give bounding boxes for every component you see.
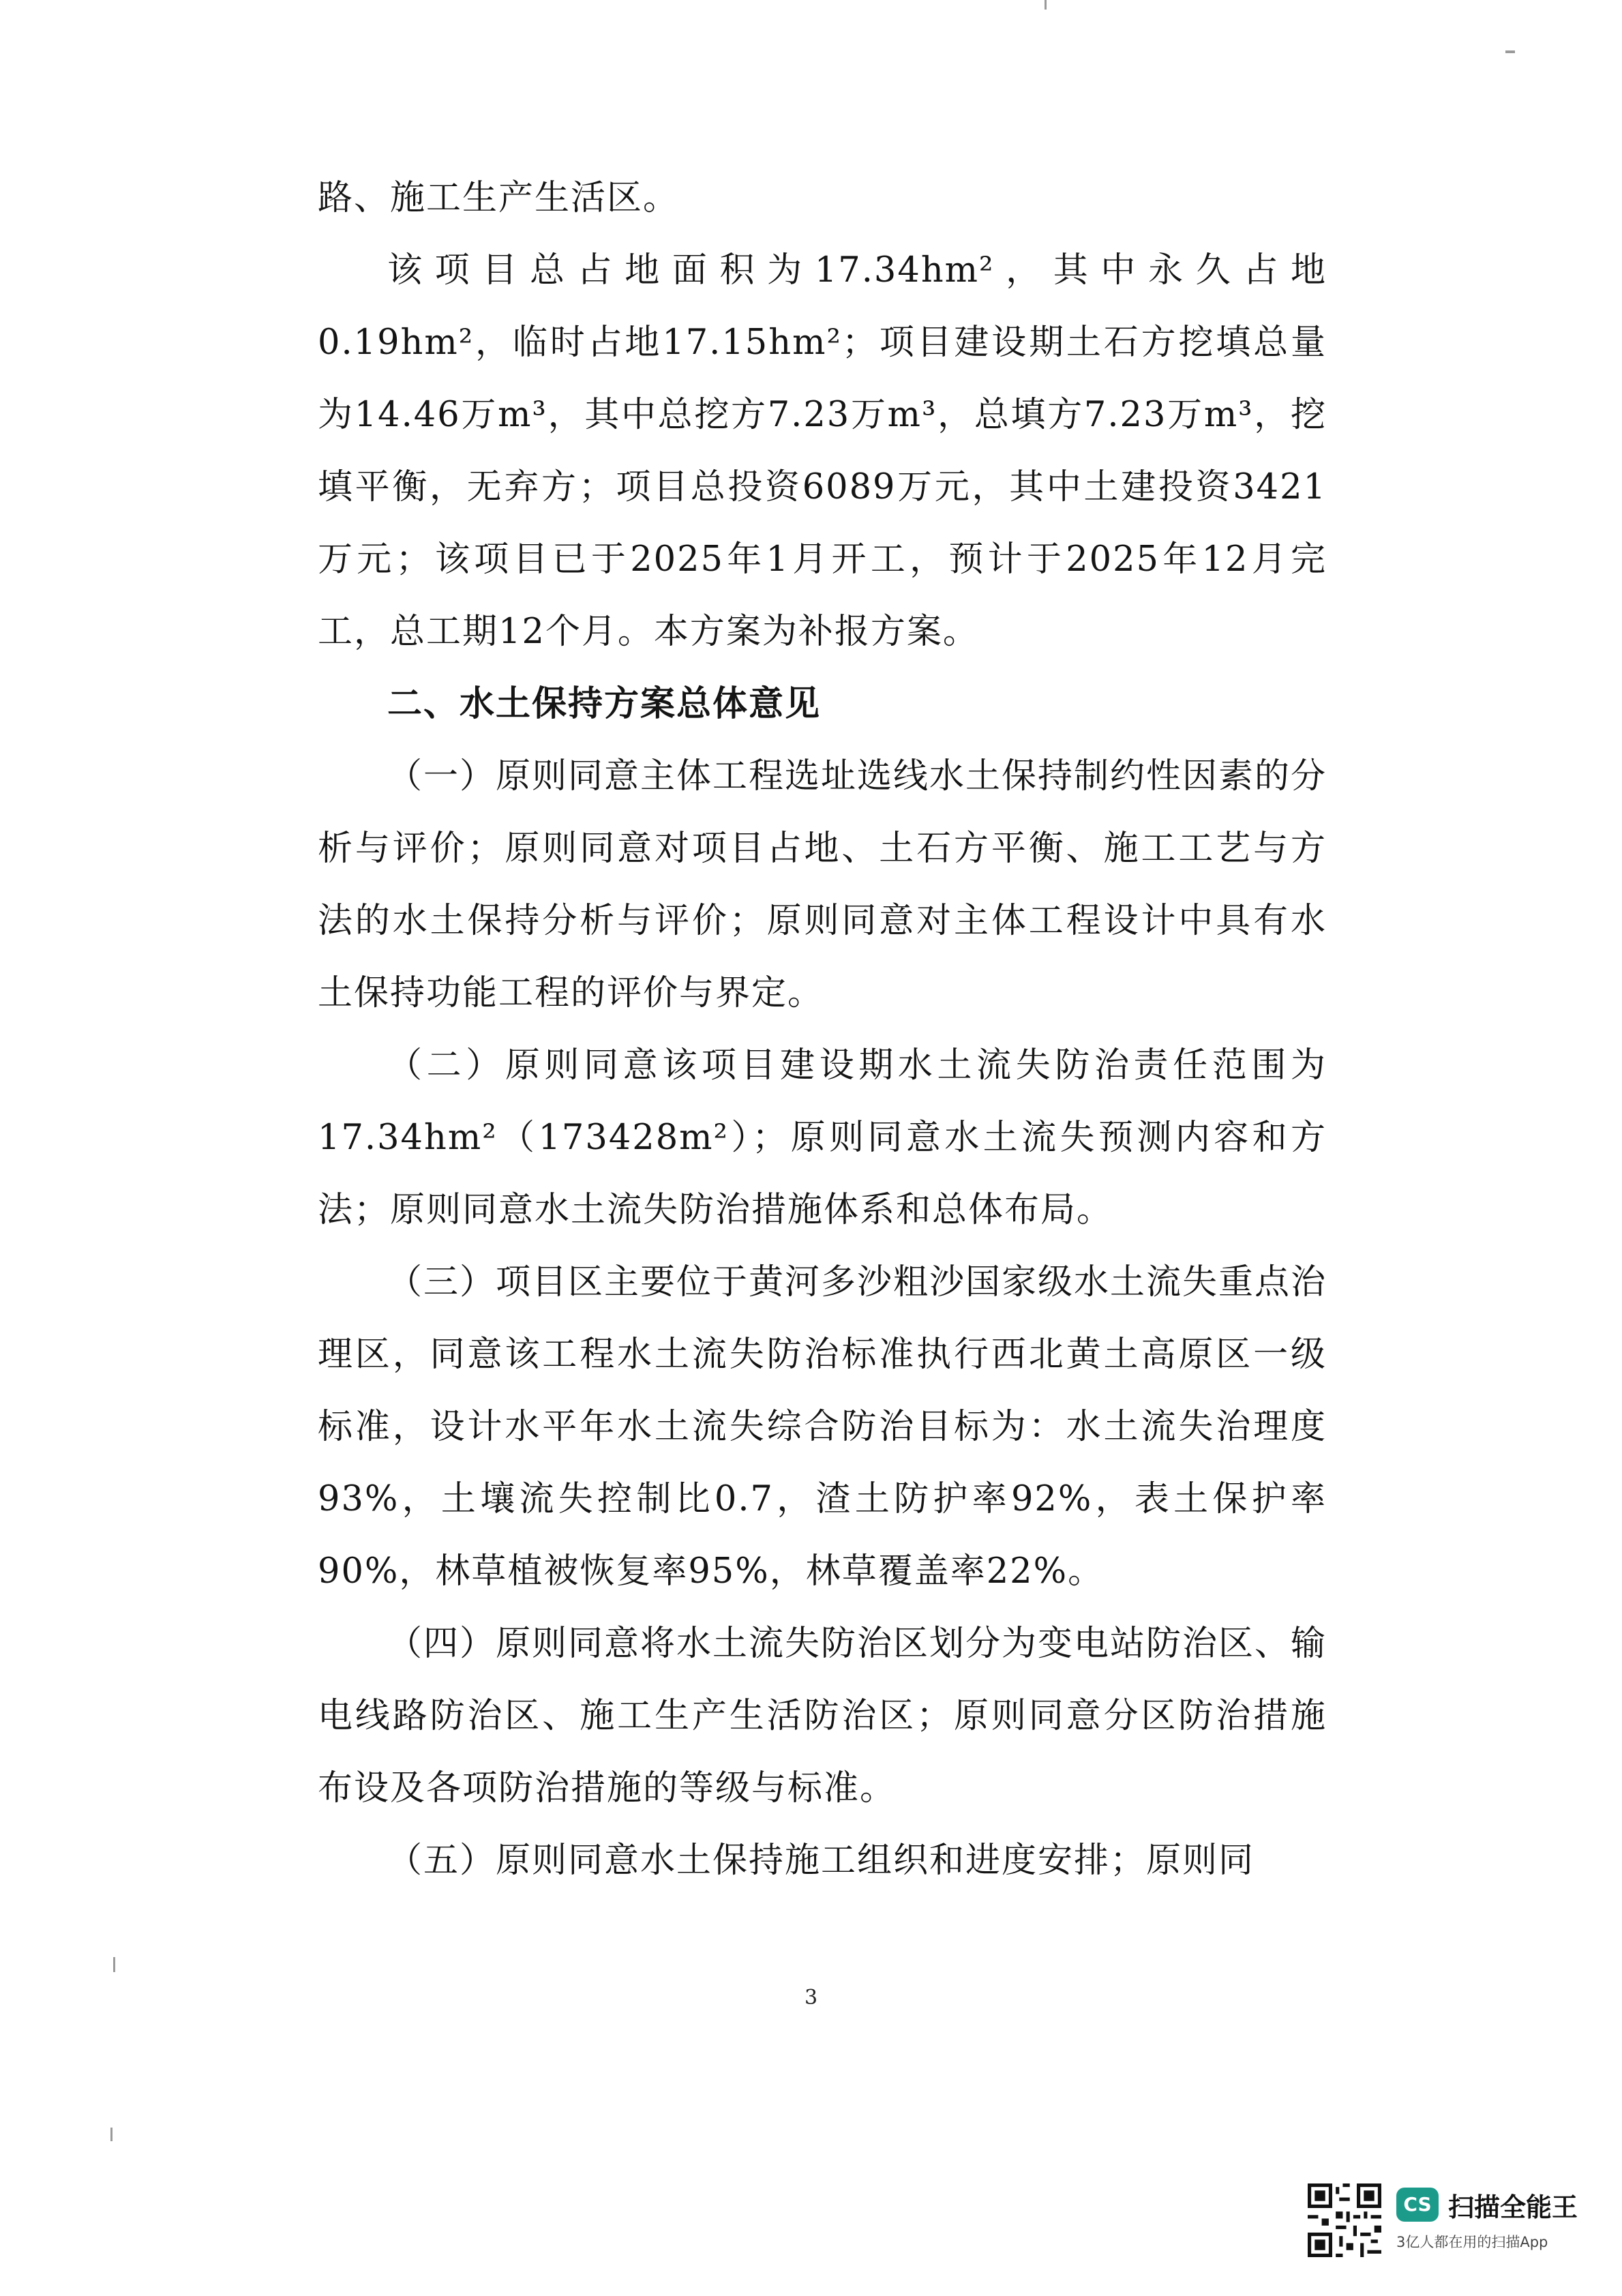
paragraph-project-overview: 该项目总占地面积为17.34hm²，其中永久占地0.19hm²，临时占地17.15hm²；项目建设期土石方挖填总量为14.46万m³，其中总挖方7.23万m³，总填方7.23万m³，挖填平衡，无弃方；项目总投资6089万元，其中土建投资3421万元；该项目已于2025年1月开工，预计于2025年12月完工，总工期12个月。本方案为补报方案。 (318, 250, 1327, 652)
letter-body (318, 162, 1327, 1897)
paragraph-opinion-5: （五）原则同意水土保持施工组织和进度安排；原则同 (387, 1840, 1255, 1881)
scanner-watermark (1308, 2183, 1608, 2279)
section-heading: 二、水土保持方案总体意见 (387, 684, 822, 724)
scanner-app-name: 扫描全能王 (1448, 2192, 1578, 2222)
paragraph-opinion-2: （二）原则同意该项目建设期水土流失防治责任范围为17.34hm²（173428m²）；原则同意水土流失预测内容和方法；原则同意水土流失防治措施体系和总体布局。 (318, 1045, 1327, 1230)
page-number: 3 (804, 1986, 818, 2010)
cs-logo-icon: CS (1396, 2188, 1439, 2222)
scanner-app-tagline: 3亿人都在用的扫描App (1396, 2234, 1548, 2250)
qr-code-icon (1308, 2183, 1381, 2257)
paragraph-continuation: 路、施工生产生活区。 (318, 178, 680, 218)
scan-speck (110, 2128, 112, 2141)
paragraph-opinion-1: （一）原则同意主体工程选址选线水土保持制约性因素的分析与评价；原则同意对项目占地、土石方平衡、施工工艺与方法的水土保持分析与评价；原则同意对主体工程设计中具有水土保持功能工程的评价与界定。 (318, 756, 1327, 1013)
scan-speck (113, 1957, 115, 1972)
scan-speck (1045, 0, 1047, 10)
paragraph-opinion-3: （三）项目区主要位于黄河多沙粗沙国家级水土流失重点治理区，同意该工程水土流失防治标准执行西北黄土高原区一级标准，设计水平年水土流失综合防治目标为：水土流失治理度93%，土壤流失控制比0.7，渣土防护率92%，表土保护率90%，林草植被恢复率95%，林草覆盖率22%。 (318, 1262, 1327, 1592)
scan-speck (1505, 50, 1515, 53)
paragraph-opinion-4: （四）原则同意将水土流失防治区划分为变电站防治区、输电线路防治区、施工生产生活防治区；原则同意分区防治措施布设及各项防治措施的等级与标准。 (318, 1624, 1327, 1808)
